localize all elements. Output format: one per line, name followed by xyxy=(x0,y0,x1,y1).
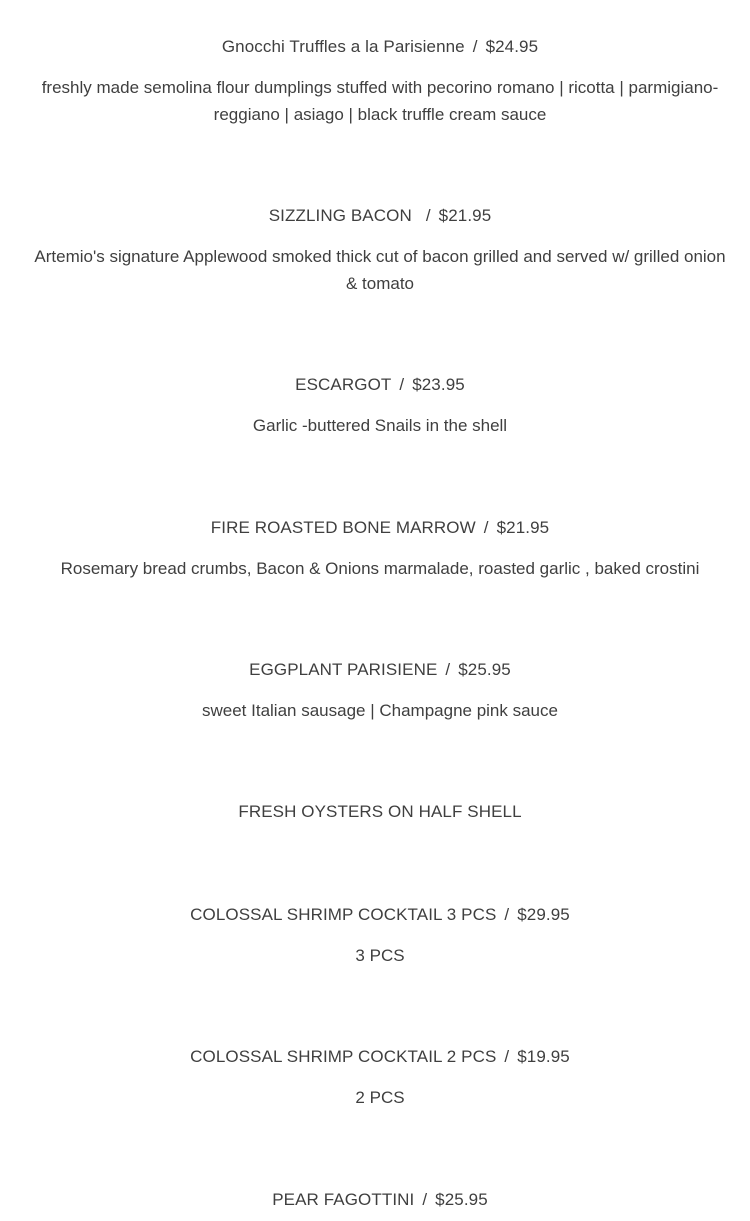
menu-item-pear-fagottini xyxy=(30,1189,730,1211)
menu-item-title xyxy=(30,801,730,823)
menu-item-title xyxy=(30,1046,730,1068)
menu-item-title xyxy=(30,36,730,58)
price-separator: / xyxy=(422,1190,428,1209)
menu-item-description: Garlic -buttered Snails in the shell xyxy=(252,416,508,435)
menu-item-price: $24.95 xyxy=(485,37,539,56)
menu-item-title xyxy=(30,659,730,681)
menu-item-description: Rosemary bread crumbs, Bacon & Onions marmalade, roasted garlic , baked crostini xyxy=(60,559,700,578)
price-separator: / xyxy=(445,660,451,679)
menu-item-name: SIZZLING BACON xyxy=(268,206,412,225)
menu-item-price: $21.95 xyxy=(438,206,492,225)
menu-item-description: 3 PCS xyxy=(355,946,405,965)
price-separator: / xyxy=(425,206,431,225)
menu-item-price: $23.95 xyxy=(412,375,465,394)
price-separator: / xyxy=(472,37,478,56)
menu-item-description: sweet Italian sausage | Champagne pink sauce xyxy=(202,701,558,720)
menu-item-title xyxy=(30,517,730,539)
menu-item-description: Artemio's signature Applewood smoked thick cut of bacon grilled and served w/ grilled onion & tomato xyxy=(34,247,726,293)
menu-item-eggplant-parisiene xyxy=(30,659,730,724)
menu-item-name: FRESH OYSTERS ON HALF SHELL xyxy=(238,802,522,821)
menu-item-sizzling-bacon xyxy=(30,205,730,297)
menu-item-title xyxy=(30,1189,730,1211)
price-separator: / xyxy=(504,1047,510,1066)
menu-item-description: freshly made semolina flour dumplings stuffed with pecorino romano | ricotta | parmigiano-reggiano | asiago | black truffle cream sauce xyxy=(41,78,719,124)
menu-item-name: COLOSSAL SHRIMP COCKTAIL 3 PCS xyxy=(190,905,497,924)
menu-item-price: $21.95 xyxy=(496,518,550,537)
price-separator: / xyxy=(504,905,510,924)
menu-item-price: $19.95 xyxy=(517,1047,570,1066)
menu-item-fresh-oysters xyxy=(30,801,730,823)
price-separator: / xyxy=(399,375,405,394)
menu-item-shrimp-cocktail-2 xyxy=(30,1046,730,1111)
menu-item-name: COLOSSAL SHRIMP COCKTAIL 2 PCS xyxy=(190,1047,497,1066)
menu-item-name: FIRE ROASTED BONE MARROW xyxy=(210,518,476,537)
menu-item-title xyxy=(30,205,730,227)
menu-item-shrimp-cocktail-3 xyxy=(30,904,730,969)
menu-item-name: ESCARGOT xyxy=(295,375,392,394)
menu-item-name: EGGPLANT PARISIENE xyxy=(249,660,438,679)
menu-item-price: $25.95 xyxy=(458,660,511,679)
menu-item-title xyxy=(30,374,730,396)
menu-item-escargot xyxy=(30,374,730,439)
menu-item-price: $29.95 xyxy=(517,905,570,924)
menu-item-description: 2 PCS xyxy=(355,1088,405,1107)
menu-item-price: $25.95 xyxy=(435,1190,488,1209)
menu-item-name: PEAR FAGOTTINI xyxy=(272,1190,415,1209)
menu-item-name: Gnocchi Truffles a la Parisienne xyxy=(221,37,465,56)
menu-item-title xyxy=(30,904,730,926)
menu-item-gnocchi-truffles xyxy=(30,36,730,128)
menu-item-bone-marrow xyxy=(30,517,730,582)
price-separator: / xyxy=(483,518,489,537)
